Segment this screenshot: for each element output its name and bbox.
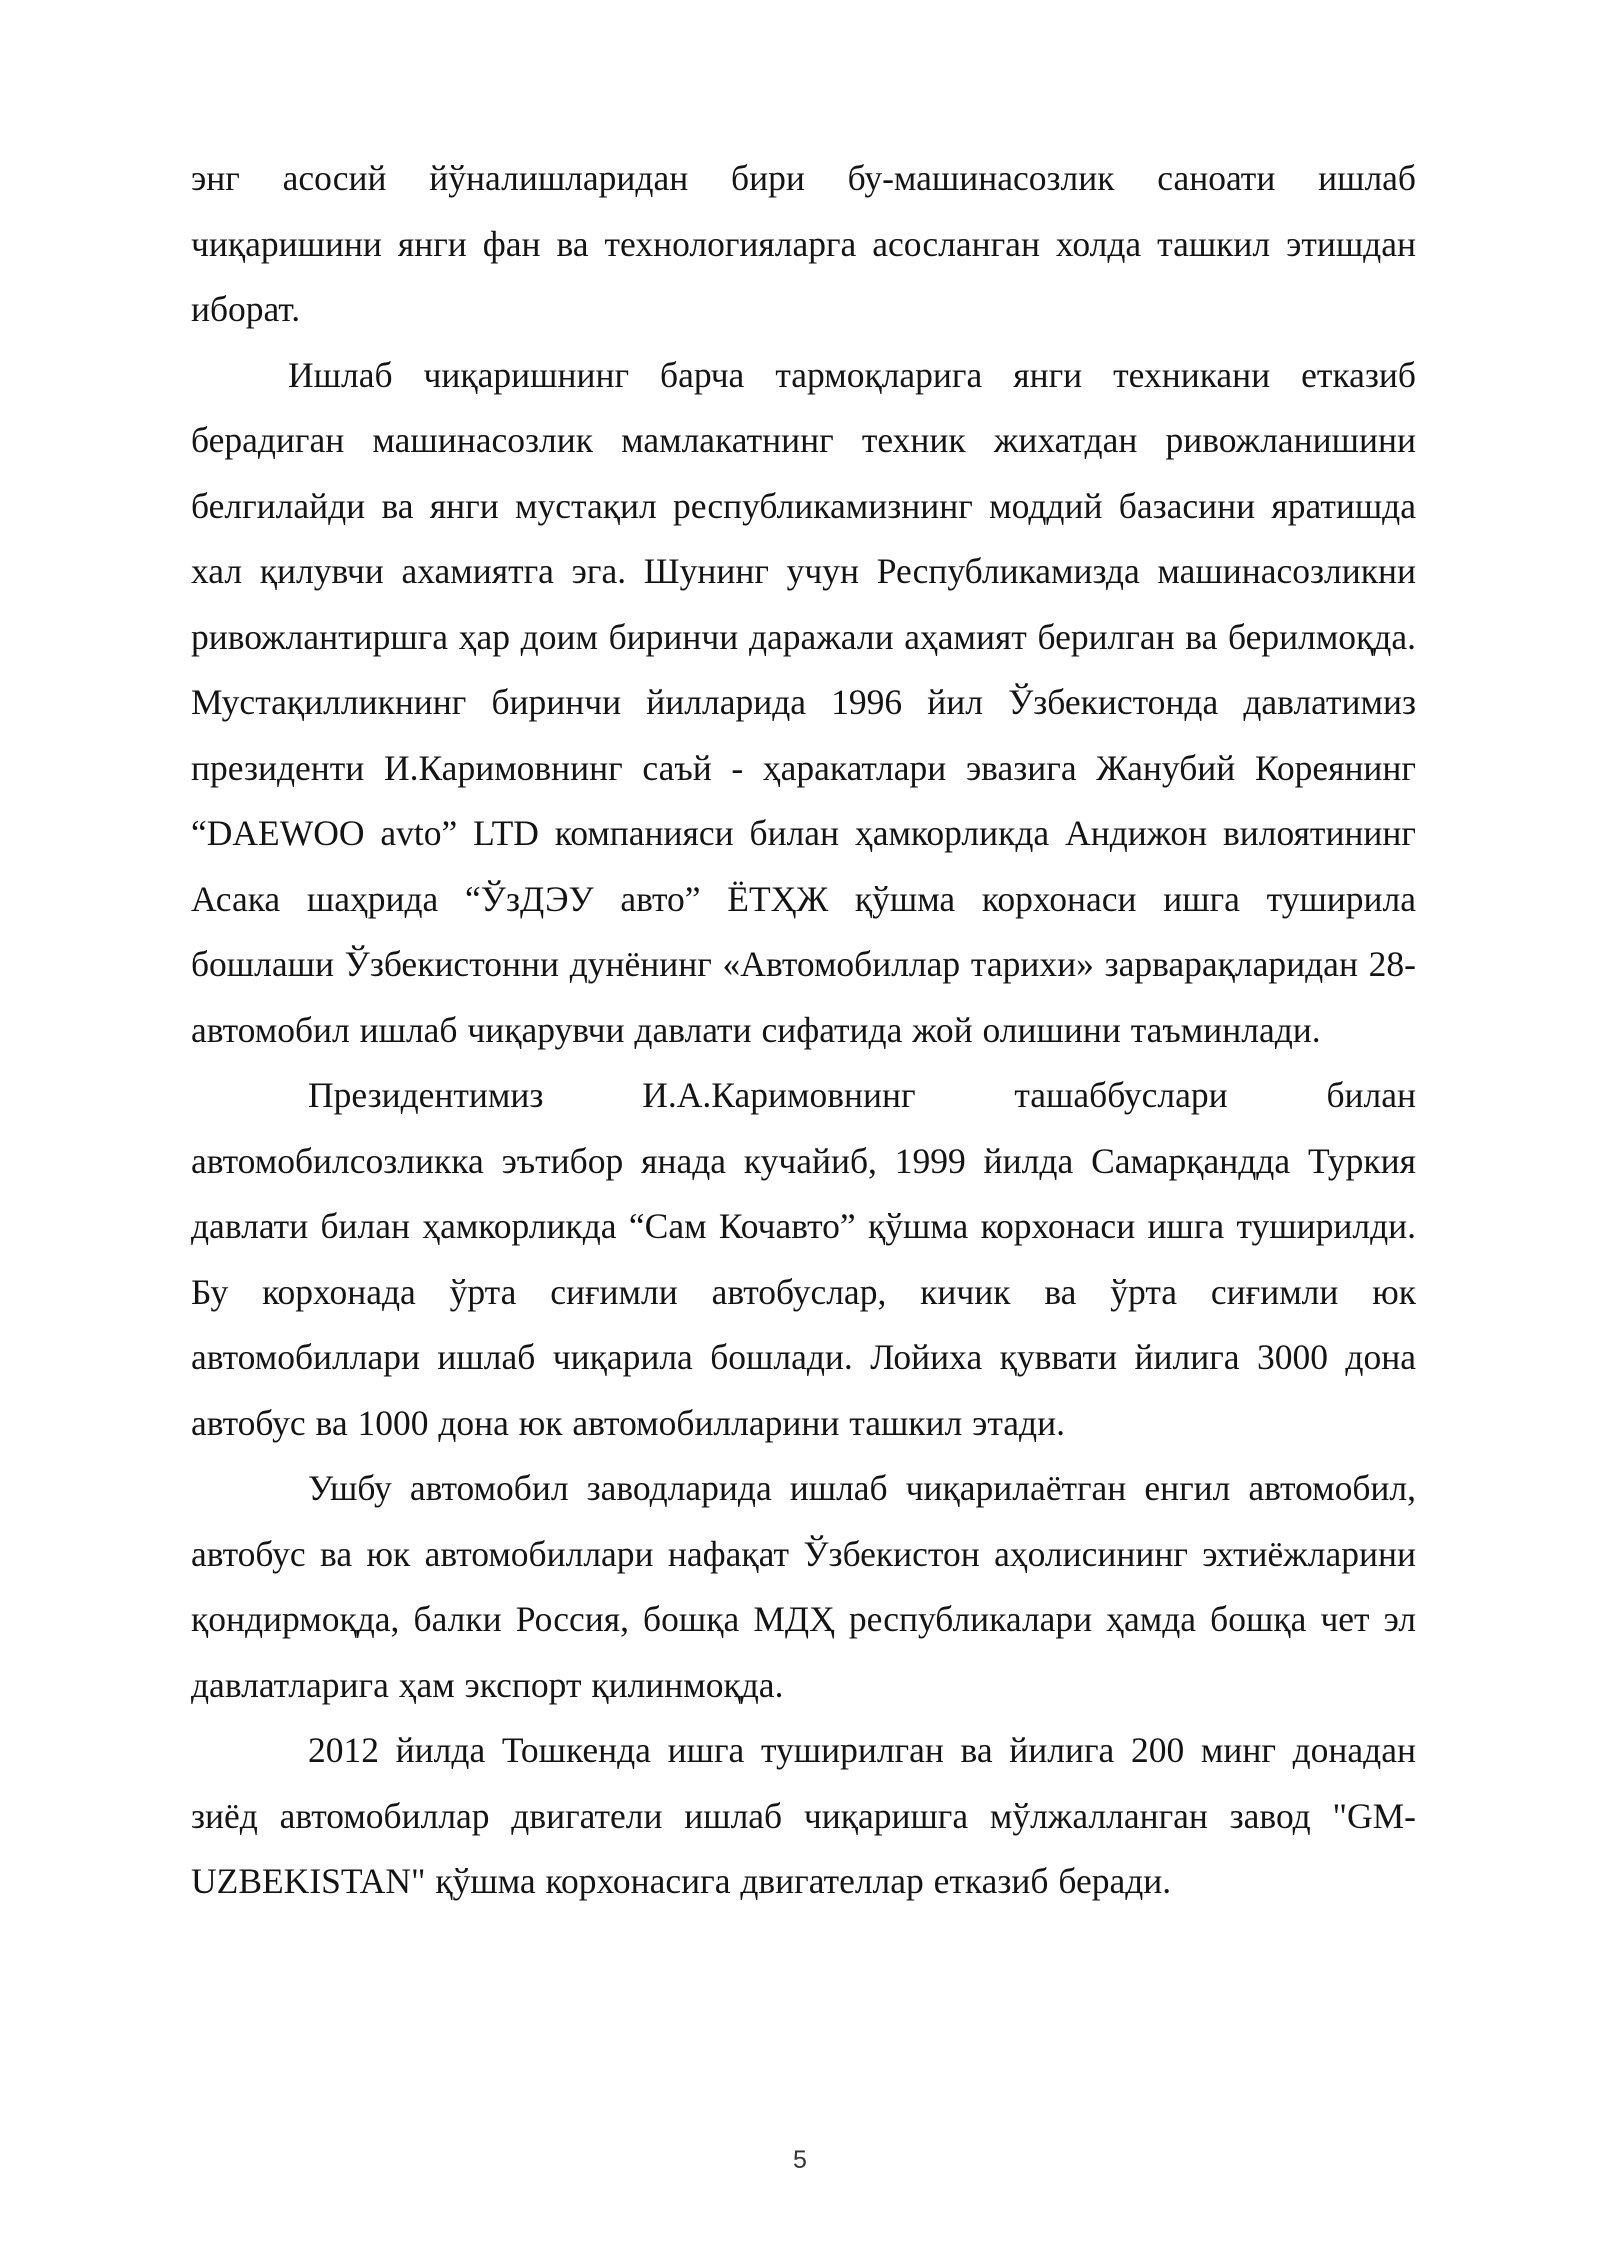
- paragraph-export: Ушбу автомобил заводларида ишлаб чиқарилаётган енгил автомобил, автобус ва юк автомобиллари нафақат Ўзбекистон аҳолисининг эхтиёжларини қондирмоқда, балки Россия, бошқа МДҲ республикалари ҳамда бошқа чет эл давлатларига ҳам экспорт қилинмоқда.: [191, 1468, 1416, 1705]
- paragraph-continuation: энг асосий йўналишларидан бири бу-машинасозлик саноати ишлаб чиқаришини янги фан ва технологияларга асосланган холда ташкил этишдан иборат.: [191, 158, 1416, 329]
- paragraph-sam-kochavto: Президентимиз И.А.Каримовнинг ташаббуслари билан автомобилсозликка эътибор янада кучайиб, 1999 йилда Самарқандда Туркия давлати билан ҳамкорликда “Сам Кочавто” қўшма корхонаси ишга туширилди. Бу корхонада ўрта сиғимли автобуслар, кичик ва ўрта сиғимли юк автомобиллари ишлаб чиқарила бошлади. Лойиха қуввати йилига 3000 дона автобус ва 1000 дона юк автомобилларини ташкил этади.: [191, 1075, 1416, 1443]
- page-number: 5: [793, 2146, 807, 2174]
- paragraph-gm-uzbekistan: 2012 йилда Тошкенда ишга туширилган ва йилига 200 минг донадан зиёд автомобиллар двигатели ишлаб чиқаришга мўлжалланган завод "GM-UZBEKISTAN" қўшма корхонасига двигателлар етказиб беради.: [191, 1730, 1416, 1901]
- document-body: [191, 146, 1416, 1915]
- paragraph-machine-building: Ишлаб чиқаришнинг барча тармоқларига янги техникани етказиб берадиган машинасозлик мамлакатнинг техник жихатдан ривожланишини белгилайди ва янги мустақил республикамизнинг моддий базасини яратишда хал қилувчи ахамиятга эга. Шунинг учун Республикамизда машинасозликни ривожлантиршга ҳар доим биринчи даражали аҳамият берилган ва берилмоқда. Мустақилликнинг биринчи йилларида 1996 йил Ўзбекистонда давлатимиз президенти И.Каримовнинг саъй - ҳаракатлари эвазига Жанубий Кореянинг “DAEWOO avto” LTD компанияси билан ҳамкорликда Андижон вилоятининг Асака шаҳрида “ЎзДЭУ авто” ЁТҲЖ қўшма корхонаси ишга туширила бошлаши Ўзбекистонни дунёнинг «Автомобиллар тарихи» зарварақларидан 28-автомобил ишлаб чиқарувчи давлати сифатида жой олишини таъминлади.: [191, 354, 1416, 1050]
